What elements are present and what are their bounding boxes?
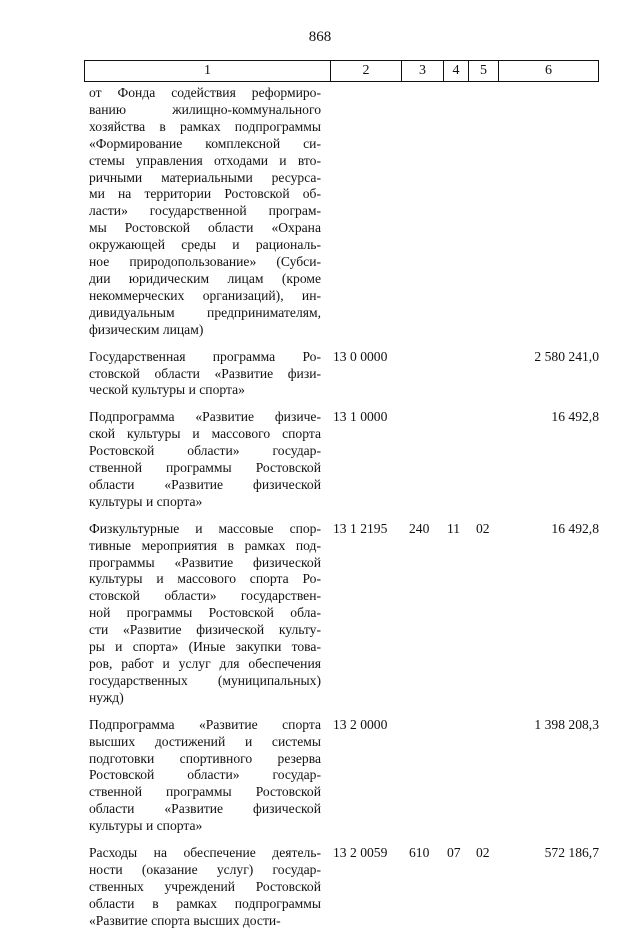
row-description: [89, 521, 321, 707]
description-line: ственной программы Ростовской: [89, 784, 321, 800]
description-line: ры и спорта» (Иные закупки това-: [89, 639, 321, 655]
page-number: 868: [308, 29, 332, 45]
budget-table-body: [89, 85, 599, 940]
description-line: подготовки спортивного резерва: [89, 750, 321, 766]
column-header-4: 4: [444, 61, 469, 81]
target-article-code: 13 1 2195: [333, 520, 388, 536]
description-line: ров, работ и услуг для обеспечения: [89, 656, 321, 671]
description-line: от Фонда содействия реформиро-: [89, 85, 321, 100]
description-line: нужд): [89, 689, 124, 705]
amount-value: 572 186,7: [544, 845, 599, 861]
description-line: ное природопользование» (Субси-: [89, 254, 321, 270]
description-line: дии юридическим лицам (кроме: [89, 270, 321, 286]
description-line: области «Развитие физической: [89, 476, 321, 492]
description-line: Подпрограмма «Развитие физиче-: [89, 409, 321, 425]
table-row: [89, 845, 599, 930]
description-line: ной программы Ростовской обла-: [89, 605, 321, 621]
description-line: ласти» государственной програм-: [89, 203, 321, 219]
description-line: Государственная программа Ро-: [89, 348, 321, 364]
description-line: Ростовской области» государ-: [89, 443, 321, 459]
description-line: хозяйства в рамках подпрограммы: [89, 118, 321, 134]
target-article-code: 13 2 0000: [333, 716, 388, 732]
row-description: [89, 349, 321, 400]
row-description: [89, 845, 321, 930]
column-header-6: 6: [545, 63, 552, 78]
section-code: 07: [447, 845, 461, 861]
description-line: области «Развитие физической: [89, 801, 321, 817]
column-header-2: 2: [331, 61, 402, 81]
description-line: стовской области» государствен-: [89, 588, 321, 604]
amount-value: 1 398 208,3: [534, 716, 599, 732]
row-description: [89, 85, 321, 339]
description-line: дивидуальным предпринимателям,: [89, 304, 321, 320]
amount-value: 16 492,8: [551, 409, 599, 425]
description-line: ричными материальными ресурса-: [89, 169, 321, 185]
table-row: [89, 521, 599, 707]
description-line: ности (оказание услуг) государ-: [89, 861, 321, 877]
target-article-code: 13 1 0000: [333, 409, 388, 425]
description-line: ми на территории Ростовской об-: [89, 186, 321, 202]
description-line: программы «Развитие физической: [89, 554, 321, 570]
description-line: сти «Развитие физической культу-: [89, 622, 321, 638]
description-line: некоммерческих организаций), ин-: [89, 287, 321, 303]
table-row: [89, 409, 599, 510]
description-line: ванию жилищно-коммунального: [89, 101, 321, 117]
amount-value: 16 492,8: [551, 520, 599, 536]
section-code: 11: [447, 520, 461, 536]
description-line: государственных (муниципальных): [89, 672, 321, 688]
table-header: [84, 60, 599, 82]
description-line: стемы управления отходами и вто-: [89, 152, 321, 168]
description-line: ской культуры и массового спорта: [89, 426, 321, 442]
expense-type-code: 610: [409, 845, 430, 861]
description-line: ческой культуры и спорта»: [89, 382, 245, 398]
description-line: ственной программы Ростовской: [89, 460, 321, 476]
description-line: «Формирование комплексной си-: [89, 135, 321, 151]
description-line: культуры и спорта»: [89, 818, 203, 834]
description-line: окружающей среды и рациональ-: [89, 237, 321, 253]
subsection-code: 02: [476, 845, 490, 861]
subsection-code: 02: [476, 520, 490, 536]
description-line: области в рамках подпрограммы: [89, 895, 321, 911]
description-line: физическим лицам): [89, 321, 204, 337]
table-row: [89, 349, 599, 400]
description-line: ственных учреждений Ростовской: [89, 878, 321, 894]
column-header-5: 5: [469, 61, 499, 81]
description-line: Расходы на обеспечение деятель-: [89, 845, 321, 861]
description-line: Физкультурные и массовые спор-: [89, 520, 321, 536]
table-row: [89, 717, 599, 835]
target-article-code: 13 0 0000: [333, 348, 388, 364]
amount-value: 2 580 241,0: [534, 348, 599, 364]
description-line: «Развитие спорта высших дости-: [89, 912, 281, 928]
description-line: высших достижений и системы: [89, 733, 321, 749]
description-line: культуры и массового спорта Ро-: [89, 571, 321, 587]
expense-type-code: 240: [409, 520, 430, 536]
row-description: [89, 717, 321, 835]
description-line: стовской области «Развитие физи-: [89, 365, 321, 381]
column-header-3: 3: [402, 61, 444, 81]
description-line: Подпрограмма «Развитие спорта: [89, 716, 321, 732]
description-line: Ростовской области» государ-: [89, 767, 321, 783]
column-header-1: 1: [85, 61, 331, 81]
description-line: мы Ростовской области «Охрана: [89, 220, 321, 236]
target-article-code: 13 2 0059: [333, 845, 388, 861]
row-description: [89, 409, 321, 510]
table-row: [89, 85, 599, 339]
description-line: тивные мероприятия в рамках под-: [89, 537, 321, 553]
description-line: культуры и спорта»: [89, 493, 203, 509]
